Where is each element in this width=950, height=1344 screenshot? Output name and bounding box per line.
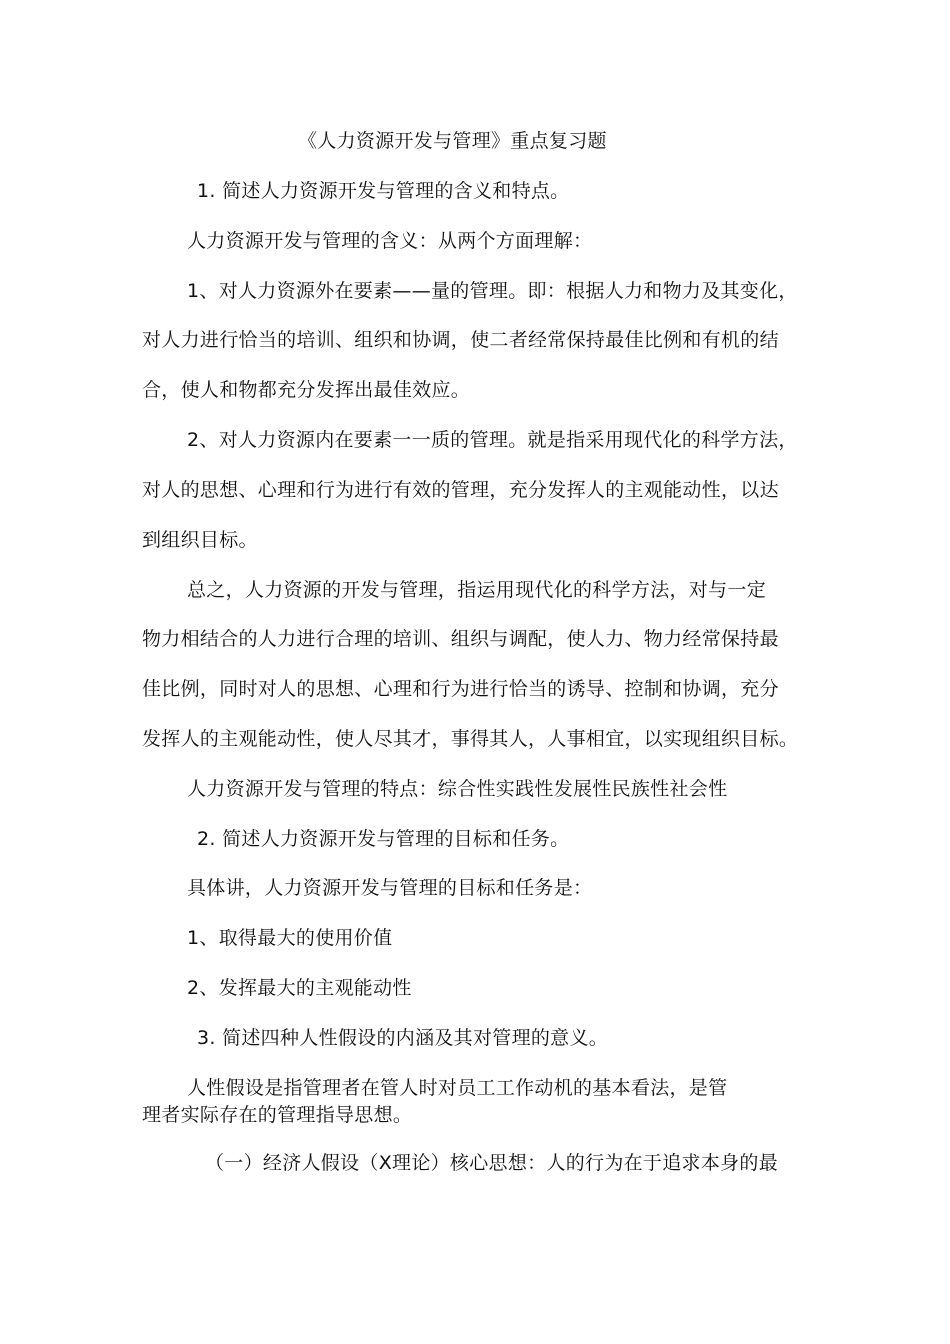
paragraph-line: （一）经济人假设（X理论）核心思想：人的行为在于追求本身的最	[205, 1152, 779, 1174]
question-1-heading: 1. 简述人力资源开发与管理的含义和特点。	[197, 180, 570, 202]
paragraph-line: 2、对人力资源内在要素一一质的管理。就是指采用现代化的科学方法，	[187, 429, 798, 451]
paragraph-line: 合，使人和物都充分发挥出最佳效应。	[142, 379, 471, 401]
paragraph-line: 理者实际存在的管理指导思想。	[142, 1104, 413, 1126]
paragraph-line: 1、对人力资源外在要素——量的管理。即：根据人力和物力及其变化，	[187, 280, 798, 302]
paragraph-line: 佳比例，同时对人的思想、心理和行为进行恰当的诱导、控制和协调，充分	[142, 678, 779, 700]
paragraph-line: 人力资源开发与管理的特点：综合性实践性发展性民族性社会性	[187, 778, 728, 800]
paragraph-line: 人性假设是指管理者在管人时对员工工作动机的基本看法，是管	[187, 1077, 728, 1099]
paragraph-line: 对人力进行恰当的培训、组织和协调，使二者经常保持最佳比例和有机的结	[142, 329, 779, 351]
paragraph-line: 对人的思想、心理和行为进行有效的管理，充分发挥人的主观能动性，以达	[142, 479, 779, 501]
question-2-heading: 2. 简述人力资源开发与管理的目标和任务。	[197, 828, 570, 850]
paragraph-line: 人力资源开发与管理的含义：从两个方面理解：	[187, 230, 593, 252]
paragraph-line: 总之，人力资源的开发与管理，指运用现代化的科学方法，对与一定	[187, 579, 767, 601]
paragraph-line: 到组织目标。	[142, 529, 258, 551]
question-3-heading: 3. 简述四种人性假设的内涵及其对管理的意义。	[197, 1027, 609, 1049]
list-item: 2、发挥最大的主观能动性	[187, 977, 412, 999]
paragraph-line: 具体讲，人力资源开发与管理的目标和任务是：	[187, 877, 593, 899]
document-title: 《人力资源开发与管理》重点复习题	[298, 130, 607, 152]
paragraph-line: 物力相结合的人力进行合理的培训、组织与调配，使人力、物力经常保持最	[142, 628, 779, 650]
paragraph-line: 发挥人的主观能动性，使人尽其才，事得其人，人事相宜，以实现组织目标。	[142, 728, 799, 750]
list-item: 1、取得最大的使用价值	[187, 927, 393, 949]
